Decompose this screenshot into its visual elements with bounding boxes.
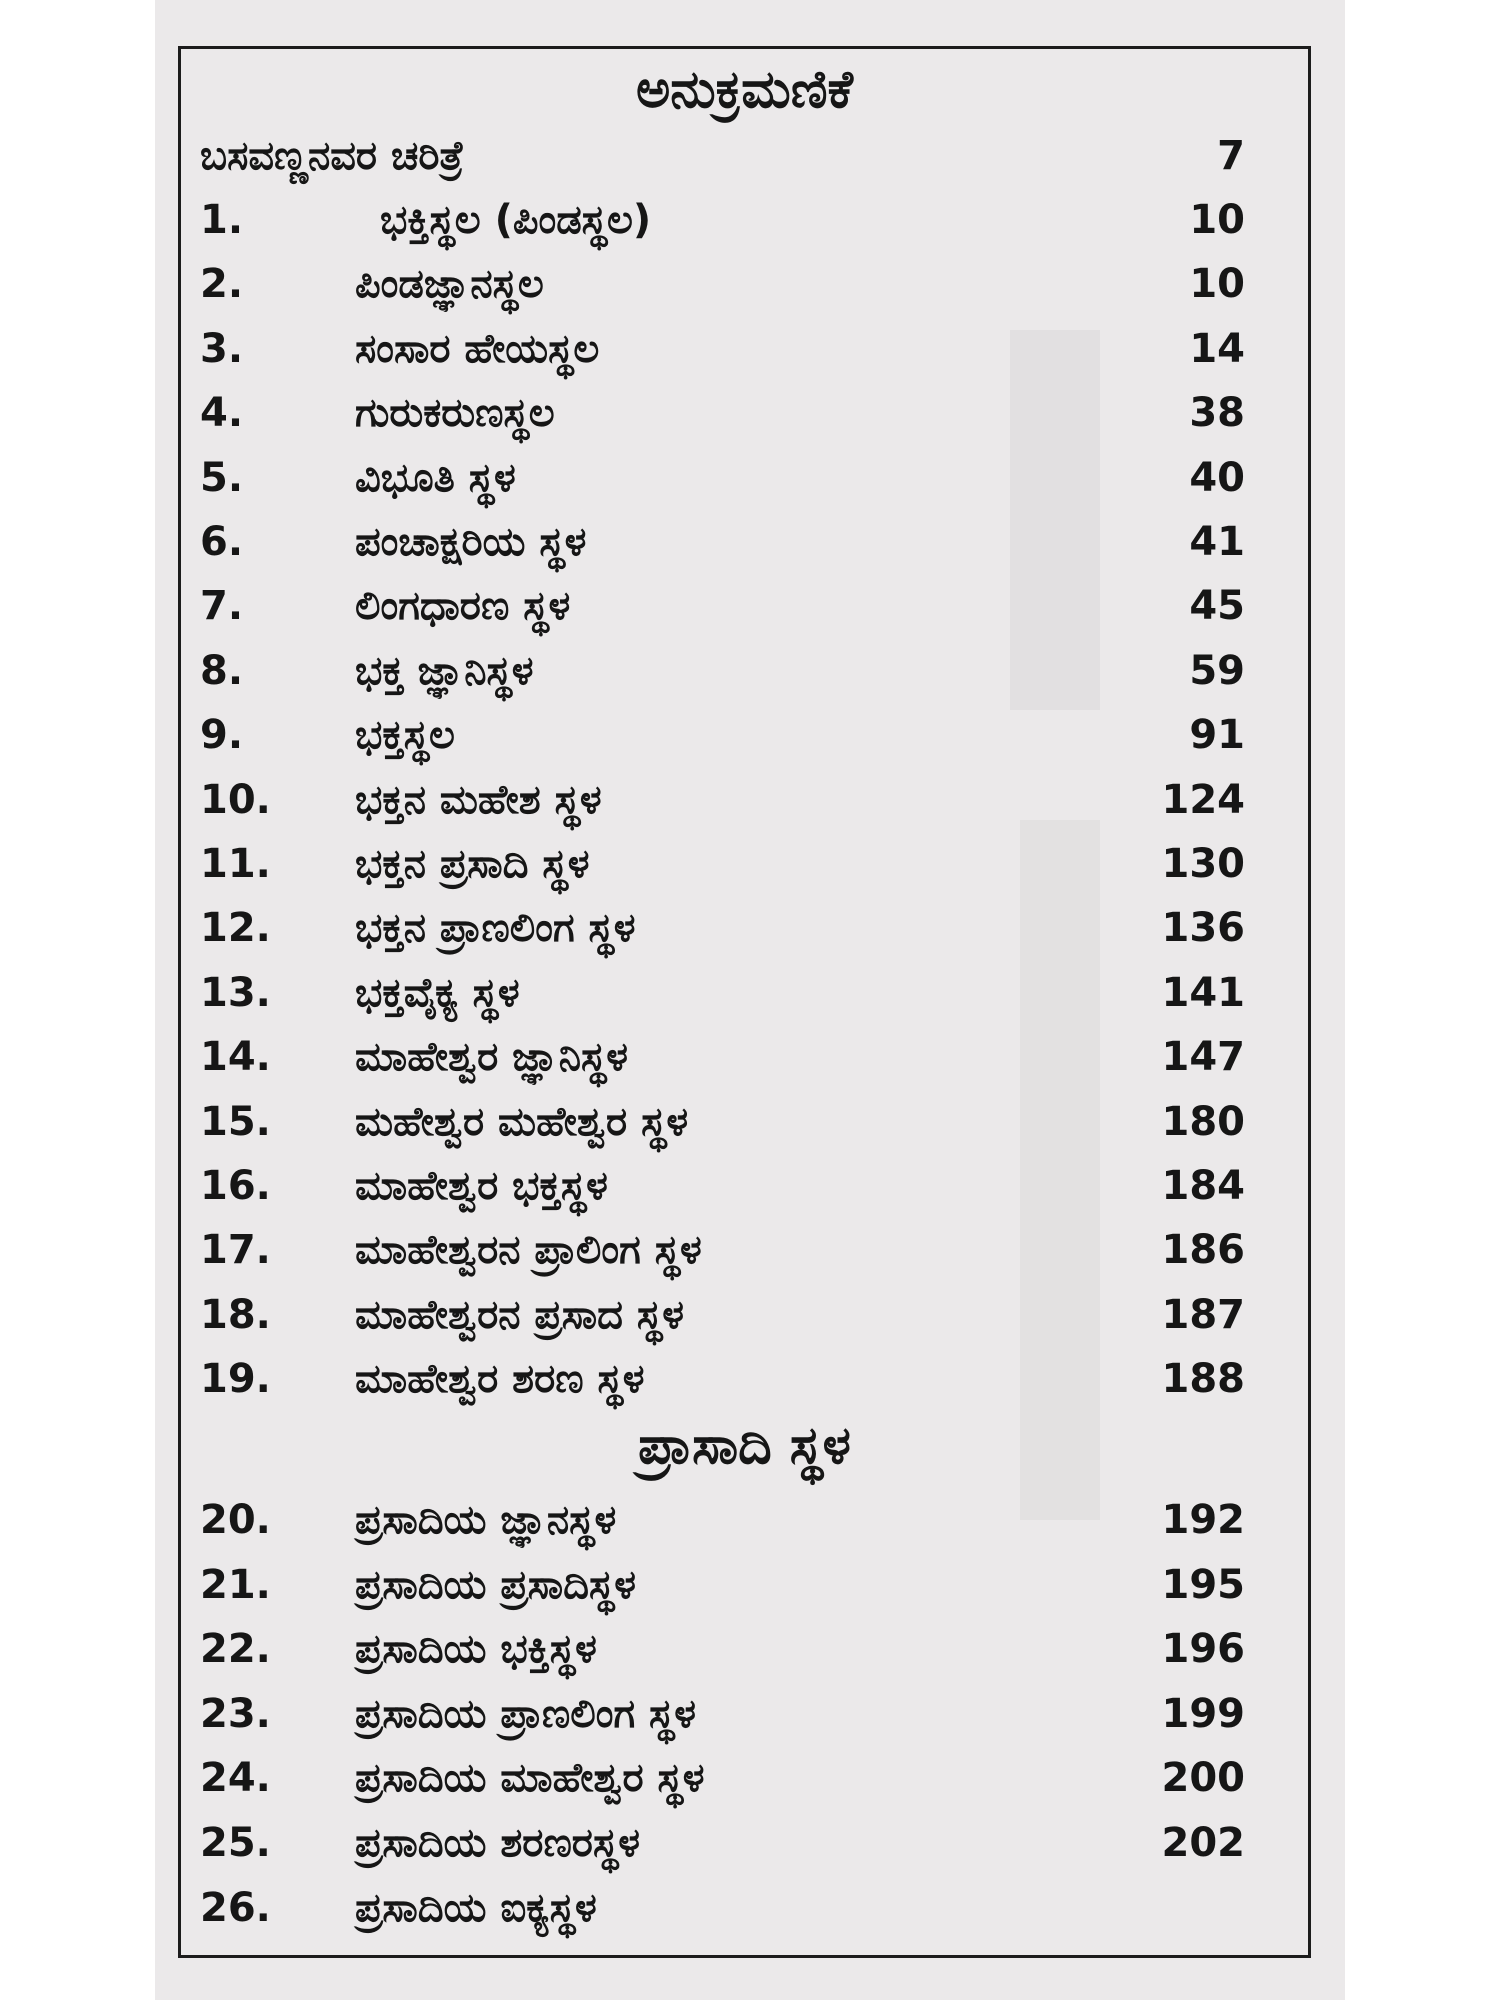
- toc-entry-number: 12.: [200, 905, 271, 952]
- toc-entry-title: ಬಸವಣ್ಣನವರ ಚರಿತ್ರೆ: [200, 133, 464, 179]
- toc-entry: [0, 1876, 1500, 1940]
- toc-entry-number: 18.: [200, 1291, 271, 1338]
- toc-entry: [0, 896, 1500, 960]
- toc-entry-number: 10.: [200, 776, 271, 823]
- toc-entry-title: ಮಾಹೇಶ್ವರ ಭಕ್ತಸ್ಥಳ: [355, 1163, 608, 1209]
- toc-entry-number: 5.: [200, 454, 244, 501]
- toc-entry-page: 41: [1189, 519, 1245, 565]
- toc-entry: [0, 1682, 1500, 1746]
- toc-entry-title: ವಿಭೂತಿ ಸ್ಥಳ: [355, 454, 516, 501]
- toc-entry-page: 187: [1161, 1291, 1245, 1338]
- toc-entry-number: 3.: [200, 325, 244, 372]
- toc-entry-title: ಲಿಂಗಧಾರಣ ಸ್ಥಳ: [355, 583, 571, 630]
- toc-entry-page: 14: [1189, 325, 1245, 372]
- toc-entry-page: 199: [1161, 1690, 1245, 1737]
- toc-entry-title: ಮಾಹೇಶ್ವರನ ಪ್ರಸಾದ ಸ್ಥಳ: [355, 1291, 684, 1338]
- toc-entry-number: 24.: [200, 1755, 271, 1802]
- toc-entry-page: 10: [1189, 197, 1245, 243]
- toc-entry-page: 196: [1161, 1626, 1245, 1673]
- toc-entry-number: 26.: [200, 1884, 271, 1931]
- toc-entry: [0, 768, 1500, 832]
- toc-entry-number: 1.: [200, 197, 244, 243]
- toc-entry: [0, 1218, 1500, 1282]
- toc-entry-page: 124: [1161, 776, 1245, 823]
- toc-entry-number: 15.: [200, 1098, 271, 1145]
- toc-entry-number: 22.: [200, 1626, 271, 1673]
- toc-entry: [0, 252, 1500, 316]
- toc-entry-page: 40: [1189, 454, 1245, 501]
- toc-entry-number: 17.: [200, 1227, 271, 1274]
- toc-entry: [0, 1283, 1500, 1347]
- toc-entry-page: 7: [1217, 133, 1245, 179]
- toc-entry-number: 4.: [200, 390, 244, 437]
- toc-entry-page: 38: [1189, 390, 1245, 437]
- toc-entry-title: ಭಕ್ತಸ್ಥಲ: [355, 712, 455, 759]
- toc-entry-title: ಮಾಹೇಶ್ವರ ಜ್ಞಾನಿಸ್ಥಳ: [355, 1034, 628, 1081]
- toc-entry-number: 2.: [200, 261, 244, 308]
- toc-entry-number: 21.: [200, 1561, 271, 1608]
- toc-entry-title: ಪ್ರಸಾದಿಯ ಭಕ್ತಿಸ್ಥಳ: [355, 1626, 597, 1673]
- toc-entry: [0, 446, 1500, 510]
- toc-entry-number: 11.: [200, 841, 271, 887]
- toc-entry-page: 192: [1161, 1497, 1245, 1543]
- toc-entry: [0, 1811, 1500, 1875]
- toc-entry-page: 147: [1161, 1034, 1245, 1081]
- toc-entry-title: ಪ್ರಸಾದಿಯ ಐಕ್ಯಸ್ಥಳ: [355, 1884, 597, 1931]
- toc-entry-title: ಭಕ್ತನ ಮಹೇಶ ಸ್ಥಳ: [355, 776, 602, 823]
- toc-entry-page: 136: [1161, 905, 1245, 952]
- toc-entry: [0, 832, 1500, 896]
- toc-entry: [0, 574, 1500, 638]
- toc-entry-title: ಪ್ರಸಾದಿಯ ಜ್ಞಾನಸ್ಥಳ: [355, 1497, 617, 1543]
- toc-entry-number: 13.: [200, 969, 271, 1016]
- toc-entry-title: ಗುರುಕರುಣಸ್ಥಲ: [355, 390, 555, 437]
- toc-entry-number: 7.: [200, 583, 244, 630]
- toc-entry-title: ಮಾಹೇಶ್ವರ ಶರಣ ಸ್ಥಳ: [355, 1356, 645, 1403]
- toc-entry-title: ಪ್ರಸಾದಿಯ ಮಾಹೇಶ್ವರ ಸ್ಥಳ: [355, 1755, 705, 1802]
- toc-entry: [0, 510, 1500, 574]
- toc-entry: [0, 1488, 1500, 1552]
- toc-entry-page: 186: [1161, 1227, 1245, 1274]
- toc-entry-title: ಪಂಚಾಕ್ಷರಿಯ ಸ್ಥಳ: [355, 519, 587, 565]
- toc-entry-page: 59: [1189, 647, 1245, 694]
- toc-entry-title: ಮಹೇಶ್ವರ ಮಹೇಶ್ವರ ಸ್ಥಳ: [355, 1098, 689, 1145]
- toc-entry: [0, 1347, 1500, 1411]
- toc-entry-number: 25.: [200, 1820, 271, 1866]
- toc-entry-page: 188: [1161, 1356, 1245, 1403]
- toc-entry-page: 141: [1161, 969, 1245, 1016]
- toc-entry-title: ಸಂಸಾರ ಹೇಯಸ್ಥಲ: [355, 325, 600, 372]
- toc-entry-page: 180: [1161, 1098, 1245, 1145]
- toc-entry-number: 6.: [200, 519, 244, 565]
- toc-entry-page: 184: [1161, 1163, 1245, 1209]
- toc-entry: [0, 961, 1500, 1025]
- toc-entry-number: 9.: [200, 712, 244, 759]
- toc-entry-title: ಭಕ್ತಿಸ್ಥಲ (ಪಿಂಡಸ್ಥಲ): [380, 197, 652, 243]
- toc-entry-title: ಭಕ್ತವೈಕ್ಯ ಸ್ಥಳ: [355, 969, 520, 1016]
- toc-entry: [0, 1746, 1500, 1810]
- toc-entry: [0, 1553, 1500, 1617]
- toc-entry: [0, 1090, 1500, 1154]
- toc-entry: [0, 381, 1500, 445]
- toc-entry-number: 16.: [200, 1163, 271, 1209]
- toc-entry-title: ಭಕ್ತ ಜ್ಞಾನಿಸ್ಥಳ: [355, 647, 534, 694]
- section-heading: ಪ್ರಾಸಾದಿ ಸ್ಥಳ: [638, 1416, 851, 1476]
- toc-entry: [0, 703, 1500, 767]
- toc-entry-number: 23.: [200, 1690, 271, 1737]
- toc-entry: [0, 1025, 1500, 1089]
- toc-entry-title: ಪ್ರಸಾದಿಯ ಪ್ರಸಾದಿಸ್ಥಳ: [355, 1561, 636, 1608]
- toc-entry-page: 195: [1161, 1561, 1245, 1608]
- toc-entry: [0, 1617, 1500, 1681]
- toc-entry: [0, 317, 1500, 381]
- toc-entry-title: ಭಕ್ತನ ಪ್ರಾಣಲಿಂಗ ಸ್ಥಳ: [355, 905, 636, 952]
- toc-entry-number: 8.: [200, 647, 244, 694]
- toc-entry-intro: [0, 124, 1500, 188]
- toc-entry-title: ಪ್ರಸಾದಿಯ ಪ್ರಾಣಲಿಂಗ ಸ್ಥಳ: [355, 1690, 697, 1737]
- toc-entry: [0, 1154, 1500, 1218]
- toc-entry-number: 19.: [200, 1356, 271, 1403]
- toc-entry-title: ಮಾಹೇಶ್ವರನ ಪ್ರಾಲಿಂಗ ಸ್ಥಳ: [355, 1227, 702, 1274]
- toc-entry-page: 130: [1161, 841, 1245, 887]
- toc-entry-page: 200: [1161, 1755, 1245, 1802]
- toc-entry-number: 14.: [200, 1034, 271, 1081]
- toc-entry-page: 10: [1189, 261, 1245, 308]
- toc-entry-title: ಭಕ್ತನ ಪ್ರಸಾದಿ ಸ್ಥಳ: [355, 841, 590, 887]
- toc-entry-page: 202: [1161, 1820, 1245, 1866]
- toc-entry: [0, 639, 1500, 703]
- toc-entry-title: ಪ್ರಸಾದಿಯ ಶರಣರಸ್ಥಳ: [355, 1820, 640, 1866]
- toc-entry-title: ಪಿಂಡಜ್ಞಾನಸ್ಥಲ: [355, 261, 544, 308]
- toc-entry-number: 20.: [200, 1497, 271, 1543]
- toc-entry: [0, 188, 1500, 252]
- toc-entry-page: 45: [1189, 583, 1245, 630]
- contents-heading: ಅನುಕ್ರಮಣಿಕೆ: [635, 60, 854, 120]
- toc-entry-page: 91: [1189, 712, 1245, 759]
